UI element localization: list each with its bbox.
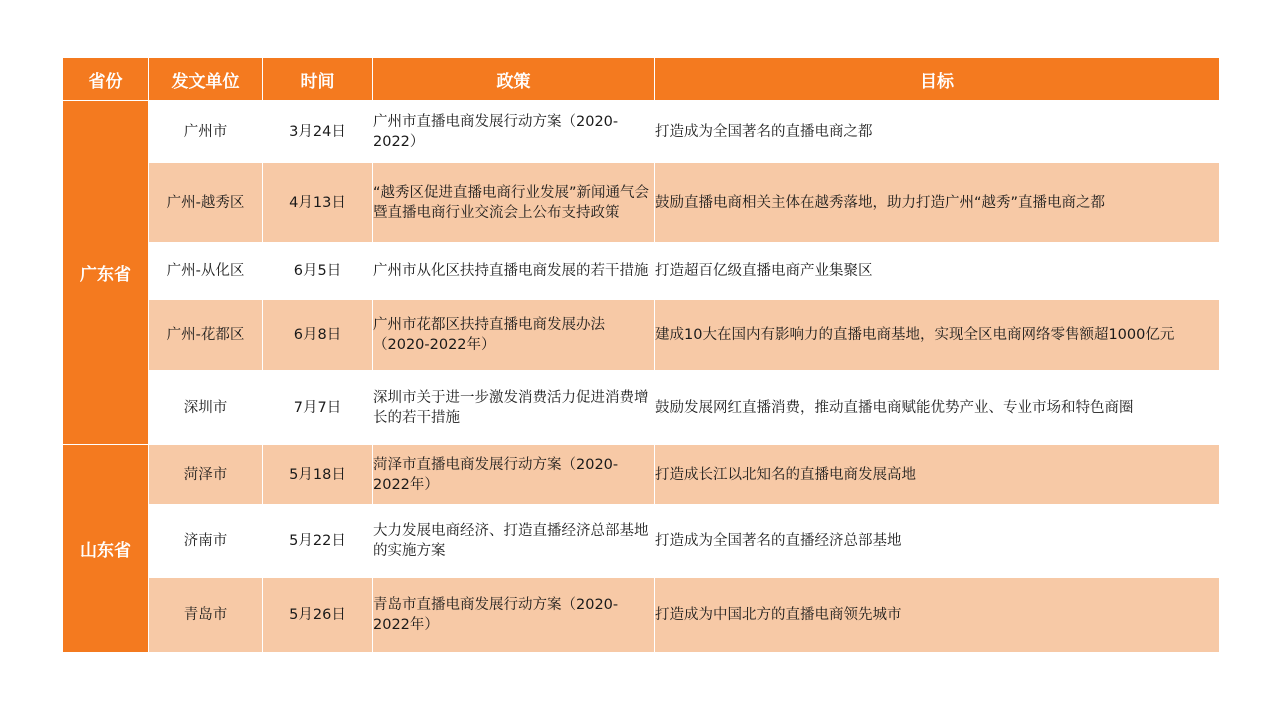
issuer-cell: 青岛市 <box>149 578 263 653</box>
table-row <box>63 243 1220 300</box>
issuer-cell: 广州-花都区 <box>149 300 263 371</box>
issuer-cell: 广州-从化区 <box>149 243 263 300</box>
issuer-cell: 菏泽市 <box>149 445 263 505</box>
date-cell: 3月24日 <box>263 101 373 163</box>
issuer-cell: 广州-越秀区 <box>149 163 263 243</box>
policy-cell: 大力发展电商经济、打造直播经济总部基地的实施方案 <box>373 505 655 578</box>
header-issuer: 发文单位 <box>149 58 263 101</box>
date-cell: 5月26日 <box>263 578 373 653</box>
policy-table <box>62 57 1220 653</box>
date-cell: 5月22日 <box>263 505 373 578</box>
goal-cell: 打造成为全国著名的直播经济总部基地 <box>655 505 1220 578</box>
goal-cell: 鼓励直播电商相关主体在越秀落地，助力打造广州“越秀”直播电商之都 <box>655 163 1220 243</box>
issuer-cell: 济南市 <box>149 505 263 578</box>
header-date: 时间 <box>263 58 373 101</box>
table-row <box>63 300 1220 371</box>
header-province: 省份 <box>63 58 149 101</box>
date-cell: 5月18日 <box>263 445 373 505</box>
goal-cell: 打造超百亿级直播电商产业集聚区 <box>655 243 1220 300</box>
date-cell: 6月5日 <box>263 243 373 300</box>
goal-cell: 建成10大在国内有影响力的直播电商基地，实现全区电商网络零售额超1000亿元 <box>655 300 1220 371</box>
header-row <box>63 58 1220 101</box>
province-cell: 山东省 <box>63 445 149 653</box>
policy-cell: 菏泽市直播电商发展行动方案（2020-2022年） <box>373 445 655 505</box>
goal-cell: 打造成长江以北知名的直播电商发展高地 <box>655 445 1220 505</box>
policy-cell: 深圳市关于进一步激发消费活力促进消费增长的若干措施 <box>373 371 655 445</box>
date-cell: 4月13日 <box>263 163 373 243</box>
table-row <box>63 163 1220 243</box>
issuer-cell: 深圳市 <box>149 371 263 445</box>
date-cell: 6月8日 <box>263 300 373 371</box>
table-row <box>63 101 1220 163</box>
header-policy: 政策 <box>373 58 655 101</box>
table-row <box>63 445 1220 505</box>
policy-cell: 广州市直播电商发展行动方案（2020-2022） <box>373 101 655 163</box>
goal-cell: 打造成为中国北方的直播电商领先城市 <box>655 578 1220 653</box>
policy-cell: 广州市花都区扶持直播电商发展办法（2020-2022年） <box>373 300 655 371</box>
table-row <box>63 505 1220 578</box>
date-cell: 7月7日 <box>263 371 373 445</box>
table-row <box>63 578 1220 653</box>
goal-cell: 鼓励发展网红直播消费，推动直播电商赋能优势产业、专业市场和特色商圈 <box>655 371 1220 445</box>
goal-cell: 打造成为全国著名的直播电商之都 <box>655 101 1220 163</box>
policy-cell: “越秀区促进直播电商行业发展”新闻通气会暨直播电商行业交流会上公布支持政策 <box>373 163 655 243</box>
policy-cell: 青岛市直播电商发展行动方案（2020-2022年） <box>373 578 655 653</box>
policy-cell: 广州市从化区扶持直播电商发展的若干措施 <box>373 243 655 300</box>
table-row <box>63 371 1220 445</box>
issuer-cell: 广州市 <box>149 101 263 163</box>
header-goal: 目标 <box>655 58 1220 101</box>
province-cell: 广东省 <box>63 101 149 445</box>
